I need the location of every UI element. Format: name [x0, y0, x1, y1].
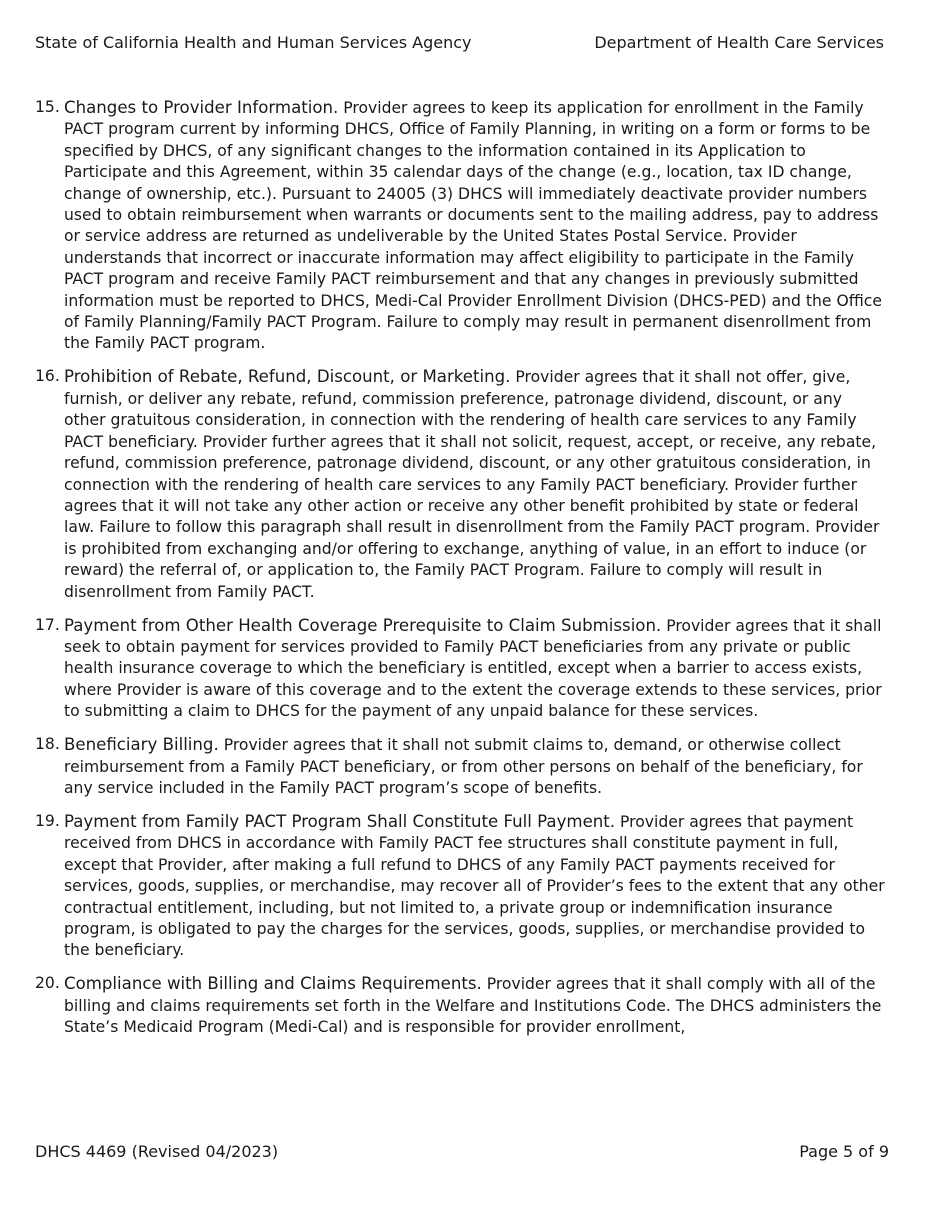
page-header [35, 33, 884, 52]
form-number: DHCS 4469 (Revised 04/2023) [35, 1142, 279, 1161]
section-title: Compliance with Billing and Claims Requirements. [64, 974, 482, 994]
section-20 [35, 973, 887, 1038]
section-paragraph [64, 615, 887, 723]
section-title: Payment from Other Health Coverage Prerequisite to Claim Submission. [64, 615, 662, 635]
section-19 [35, 811, 887, 962]
header-agency: State of California Health and Human Services Agency [35, 33, 472, 52]
section-number: 17. [35, 615, 60, 634]
section-paragraph [64, 366, 887, 602]
section-paragraph [64, 811, 887, 962]
page-footer [35, 1142, 889, 1161]
section-paragraph [64, 973, 887, 1038]
section-title: Beneficiary Billing. [64, 735, 219, 755]
section-number: 15. [35, 98, 60, 116]
section-number: 19. [35, 811, 60, 830]
section-15 [35, 97, 887, 355]
section-text: Provider agrees that it shall comply with all of the billing and claims requirements set forth in the Welfare and Institutions Code. The DHCS administers the State’s Medicaid Program (Medi-Cal) and is responsible for provider enrollment, [64, 975, 882, 1037]
section-title: Payment from Family PACT Program Shall Constitute Full Payment. [64, 811, 616, 831]
section-text: Provider agrees to keep its application for enrollment in the Family PACT program current by informing DHCS, Office of Family Planning, in writing on a form or forms to be specified by DHCS, of any significant changes to the information contained in its Application to Participate and this Agreement, within 35 calendar days of the change (e.g., location, tax ID change, change of ownership, etc.). Pursuant to 24005 (3) DHCS will immediately deactivate provider numbers used to obtain reimbursement when warrants or documents sent to the mailing address, pay to address or service address are returned as undeliverable by the United States Postal Service. Provider understands that incorrect or inaccurate information may affect eligibility to participate in the Family PACT program and receive Family PACT reimbursement and that any changes in previously submitted information must be reported to DHCS, Medi-Cal Provider Enrollment Division (DHCS-PED) and the Office of Family Planning/Family PACT Program. Failure to comply may result in permanent disenrollment from the Family PACT program. [64, 99, 882, 353]
section-number: 18. [35, 735, 60, 754]
section-18 [35, 734, 887, 799]
section-text: Provider agrees that it shall seek to obtain payment for services provided to Family PACT beneficiaries from any private or public health insurance coverage to which the beneficiary is entitled, except when a barrier to access exists, where Provider is aware of this coverage and to the extent the coverage extends to these services, prior to submitting a claim to DHCS for the payment of any unpaid balance for these services. [64, 616, 882, 721]
section-text: Provider agrees that it shall not offer, give, furnish, or deliver any rebate, refund, commission preference, patronage dividend, discount, or any other gratuitous consideration, in connection with the rendering of health care services to any Family PACT beneficiary. Provider further agrees that it shall not solicit, request, accept, or receive, any rebate, refund, commission preference, patronage dividend, discount, or any other gratuitous consideration, in connection with the rendering of health care services to any Family PACT beneficiary. Provider further agrees that it will not take any other action or receive any other benefit prohibited by state or federal law. Failure to follow this paragraph shall result in disenrollment from the Family PACT program. Provider is prohibited from exchanging and/or offering to exchange, anything of value, in an effort to induce (or reward) the referral of, or application to, the Family PACT Program. Failure to comply will result in disenrollment from Family PACT. [64, 368, 880, 601]
section-title: Prohibition of Rebate, Refund, Discount, or Marketing. [64, 367, 511, 387]
section-17 [35, 615, 887, 723]
page-number: Page 5 of 9 [799, 1142, 889, 1161]
header-department: Department of Health Care Services [594, 33, 884, 52]
section-paragraph [64, 97, 887, 355]
section-text: Provider agrees that payment received from DHCS in accordance with Family PACT fee structures shall constitute payment in full, except that Provider, after making a full refund to DHCS of any Family PACT payments received for services, goods, supplies, or merchandise, may recover all of Provider’s fees to the extent that any other contractual entitlement, including, but not limited to, a private group or indemnification insurance program, is obligated to pay the charges for the services, goods, supplies, or merchandise provided to the beneficiary. [64, 812, 885, 960]
section-number: 16. [35, 367, 60, 386]
section-16 [35, 366, 887, 602]
section-text: Provider agrees that it shall not submit claims to, demand, or otherwise collect reimbursement from a Family PACT beneficiary, or from other persons on behalf of the beneficiary, for any service included in the Family PACT program’s scope of benefits. [64, 736, 863, 797]
section-number: 20. [35, 974, 60, 993]
section-paragraph [64, 734, 887, 799]
document-body [35, 97, 887, 1050]
section-title: Changes to Provider Information. [64, 98, 339, 117]
